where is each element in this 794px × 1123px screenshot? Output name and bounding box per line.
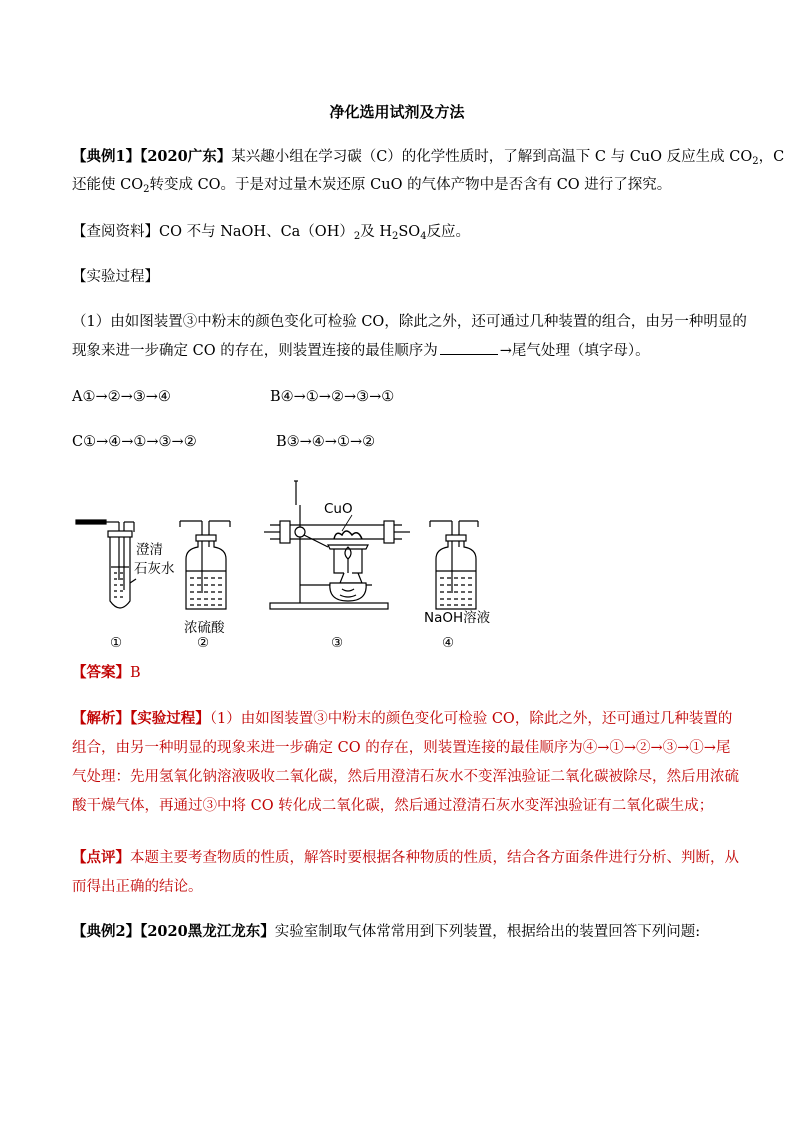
reference-text-b: 及 H (360, 224, 392, 240)
example1-line1 (72, 147, 784, 167)
example2-text: 实验室制取气体常常用到下列装置，根据给出的装置回答下列问题: (274, 924, 701, 940)
analysis-label: 【解析】 (72, 710, 130, 727)
reference-label: 【查阅资料】 (72, 224, 159, 240)
example1-text-end: ，C (758, 149, 785, 165)
page-title: 净化选用试剂及方法 (329, 103, 465, 121)
example1-line2 (72, 175, 671, 195)
example1-source: 【2020广东】 (140, 148, 232, 165)
label-naoh: NaOH溶液 (424, 610, 491, 626)
sulfuric-acid-bottle (180, 521, 230, 609)
answer-line (72, 663, 141, 683)
subscript: 2 (353, 231, 361, 242)
label-limewater-2: 石灰水 (134, 561, 175, 577)
example1-text2b: 转变成 CO。于是对过量木炭还原 CuO 的气体产物中是否含有 CO 进行了探究。 (149, 177, 672, 193)
subscript: 2 (143, 184, 150, 195)
example1-tag: 【典例1】 (72, 148, 141, 165)
subscript: 2 (391, 231, 399, 242)
reference-info (72, 222, 470, 242)
option-b2: B③→④→①→② (276, 434, 376, 450)
analysis-process: 【实验过程】 (130, 710, 210, 727)
example1-text: 某兴趣小组在学习碳（C）的化学性质时，了解到高温下 C 与 CuO 反应生成 CO (231, 149, 753, 165)
question1-line2 (72, 341, 650, 361)
example2-tag: 【典例2】 (72, 923, 141, 940)
analysis-text1: （1）由如图装置③中粉末的颜色变化可检验 CO，除此之外，还可通过几种装置的 (209, 711, 733, 727)
example2-source: 【2020黑龙江龙东】 (140, 923, 275, 940)
label-apparatus-1: ① (110, 635, 123, 651)
answer-label: 【答案】 (72, 664, 130, 681)
reference-text: CO 不与 NaOH、Ca（OH） (159, 224, 354, 240)
label-apparatus-3: ③ (331, 635, 344, 651)
reference-text-d: 反应。 (426, 224, 471, 240)
example1-text2a: 还能使 CO (72, 177, 144, 193)
process-heading: 【实验过程】 (72, 269, 159, 285)
label-limewater-1: 澄清 (136, 542, 163, 558)
analysis-line4: 酸干燥气体，再通过③中将 CO 转化成二氧化碳，然后通过澄清石灰水变浑浊验证有二氧化碳生成； (72, 798, 714, 814)
analysis-line3: 气处理：先用氢氧化钠溶液吸收二氧化碳，然后用澄清石灰水不变浑浊验证二氧化碳被除尽，然后用浓硫 (72, 769, 739, 785)
label-apparatus-4: ④ (442, 635, 455, 651)
comment-text1: 本题主要考查物质的性质，解答时要根据各种物质的性质，结合各方面条件进行分析、判断，从 (130, 850, 739, 866)
analysis-line1 (72, 709, 732, 729)
apparatus-figure (72, 475, 492, 655)
analysis-line2: 组合，由另一种明显的现象来进一步确定 CO 的存在，则装置连接的最佳顺序为④→①→②→③→①→尾 (72, 740, 731, 756)
label-cuo: CuO (324, 501, 353, 517)
example2-line (72, 922, 700, 942)
option-c: C①→④→①→③→② (72, 434, 197, 450)
comment-line1 (72, 848, 739, 868)
question1-line1: （1）由如图装置③中粉末的颜色变化可检验 CO，除此之外，还可通过几种装置的组合，由另一种明显的 (72, 314, 747, 330)
option-a: A①→②→③→④ (72, 389, 171, 405)
limewater-test-tube (76, 520, 136, 608)
answer-blank (440, 342, 498, 355)
comment-line2: 而得出正确的结论。 (72, 879, 203, 895)
reference-text-c: SO (398, 224, 421, 240)
subscript: 2 (752, 156, 759, 167)
answer-value: B (130, 665, 141, 681)
label-sulfuric-acid: 浓硫酸 (184, 620, 225, 636)
question1-text: 现象来进一步确定 CO 的存在，则装置连接的最佳顺序为 (72, 343, 438, 359)
subscript: 4 (420, 231, 427, 242)
naoh-bottle (430, 521, 478, 609)
question1-text-end: →尾气处理（填字母）。 (499, 343, 650, 359)
option-b1: B④→①→②→③→① (270, 389, 395, 405)
comment-label: 【点评】 (72, 849, 130, 866)
label-apparatus-2: ② (197, 635, 210, 651)
